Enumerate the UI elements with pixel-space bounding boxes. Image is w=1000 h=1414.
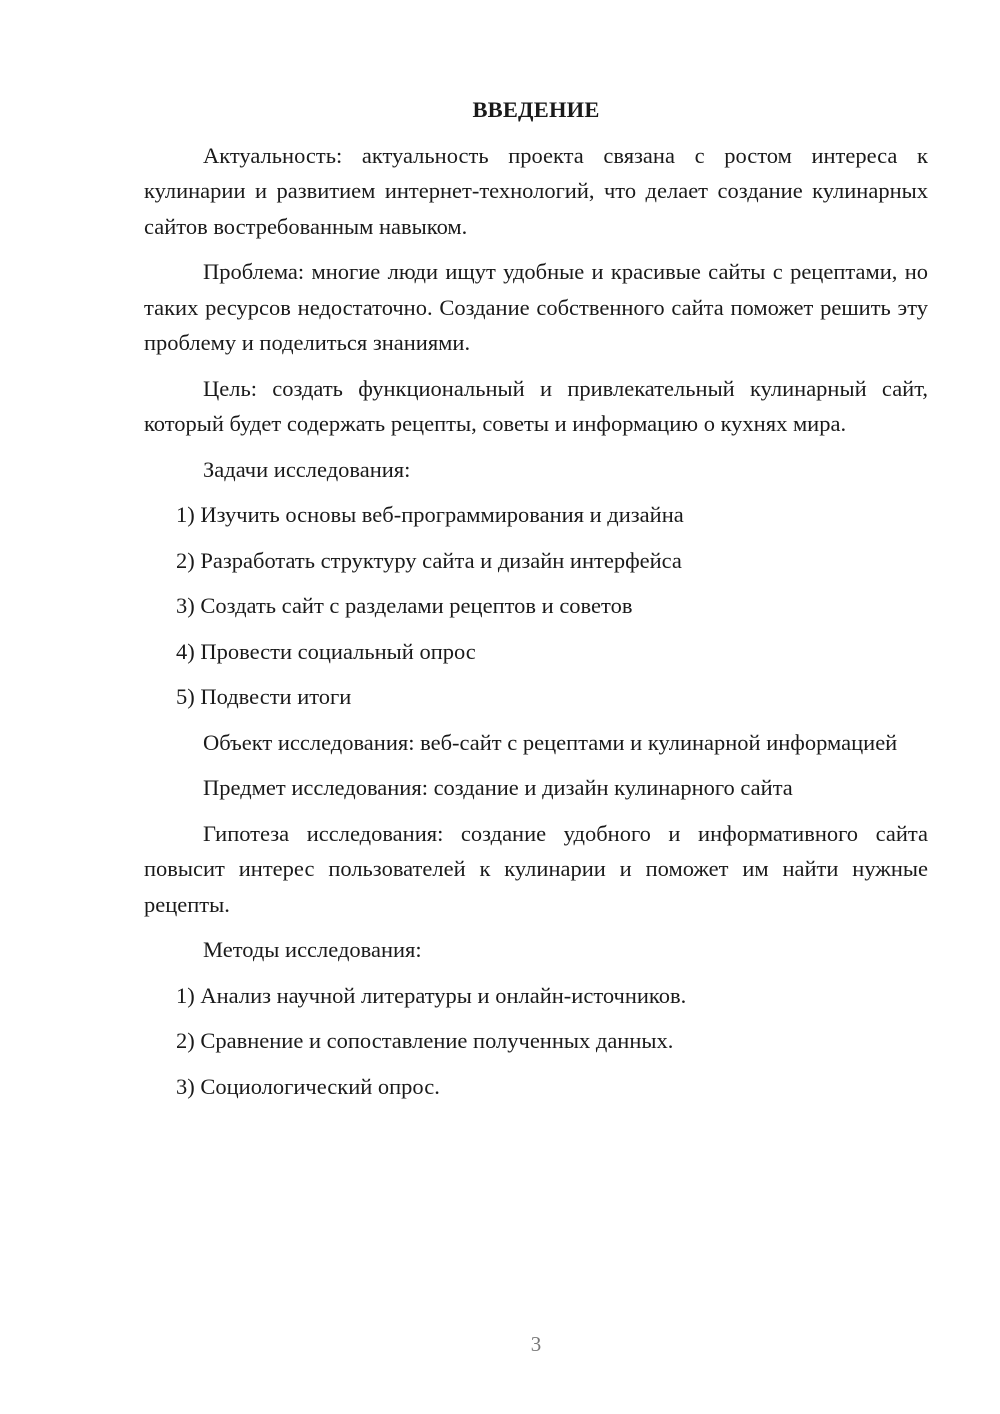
object-paragraph: Объект исследования: веб-сайт с рецептами и кулинарной информацией [203, 729, 898, 755]
goal-paragraph: Цель: создать функциональный и привлекательный кулинарный сайт, который будет содержать рецепты, советы и информацию о кухнях мира. [144, 375, 928, 436]
problem-paragraph: Проблема: многие люди ищут удобные и красивые сайты с рецептами, но таких ресурсов недостаточно. Создание собственного сайта поможет решить эту проблему и поделиться знаниями. [144, 259, 928, 355]
page-number: 3 [530, 1332, 542, 1356]
methods-title: Методы исследования: [203, 937, 422, 962]
subject-paragraph: Предмет исследования: создание и дизайн кулинарного сайта [203, 775, 793, 800]
task-item: 5) Подвести итоги [176, 684, 352, 709]
method-item: 2) Сравнение и сопоставление полученных данных. [176, 1028, 674, 1053]
task-item: 4) Провести социальный опрос [176, 638, 476, 664]
relevance-paragraph: Актуальность: актуальность проекта связана с ростом интереса к кулинарии и развитием интернет-технологий, что делает создание кулинарных сайтов востребованным навыком. [144, 142, 928, 239]
task-item: 1) Изучить основы веб-программирования и дизайна [176, 502, 684, 527]
method-item: 3) Социологический опрос. [176, 1073, 440, 1099]
task-item: 2) Разработать структуру сайта и дизайн интерфейса [176, 547, 682, 573]
method-item: 1) Анализ научной литературы и онлайн-источников. [176, 982, 687, 1008]
tasks-title: Задачи исследования: [203, 456, 411, 482]
page-content [144, 92, 928, 1104]
hypothesis-paragraph: Гипотеза исследования: создание удобного и информативного сайта повысит интерес пользователей к кулинарии и поможет им найти нужные рецепты. [144, 820, 928, 917]
section-heading: ВВЕДЕНИЕ [472, 97, 600, 122]
task-item: 3) Создать сайт с разделами рецептов и советов [176, 593, 633, 618]
